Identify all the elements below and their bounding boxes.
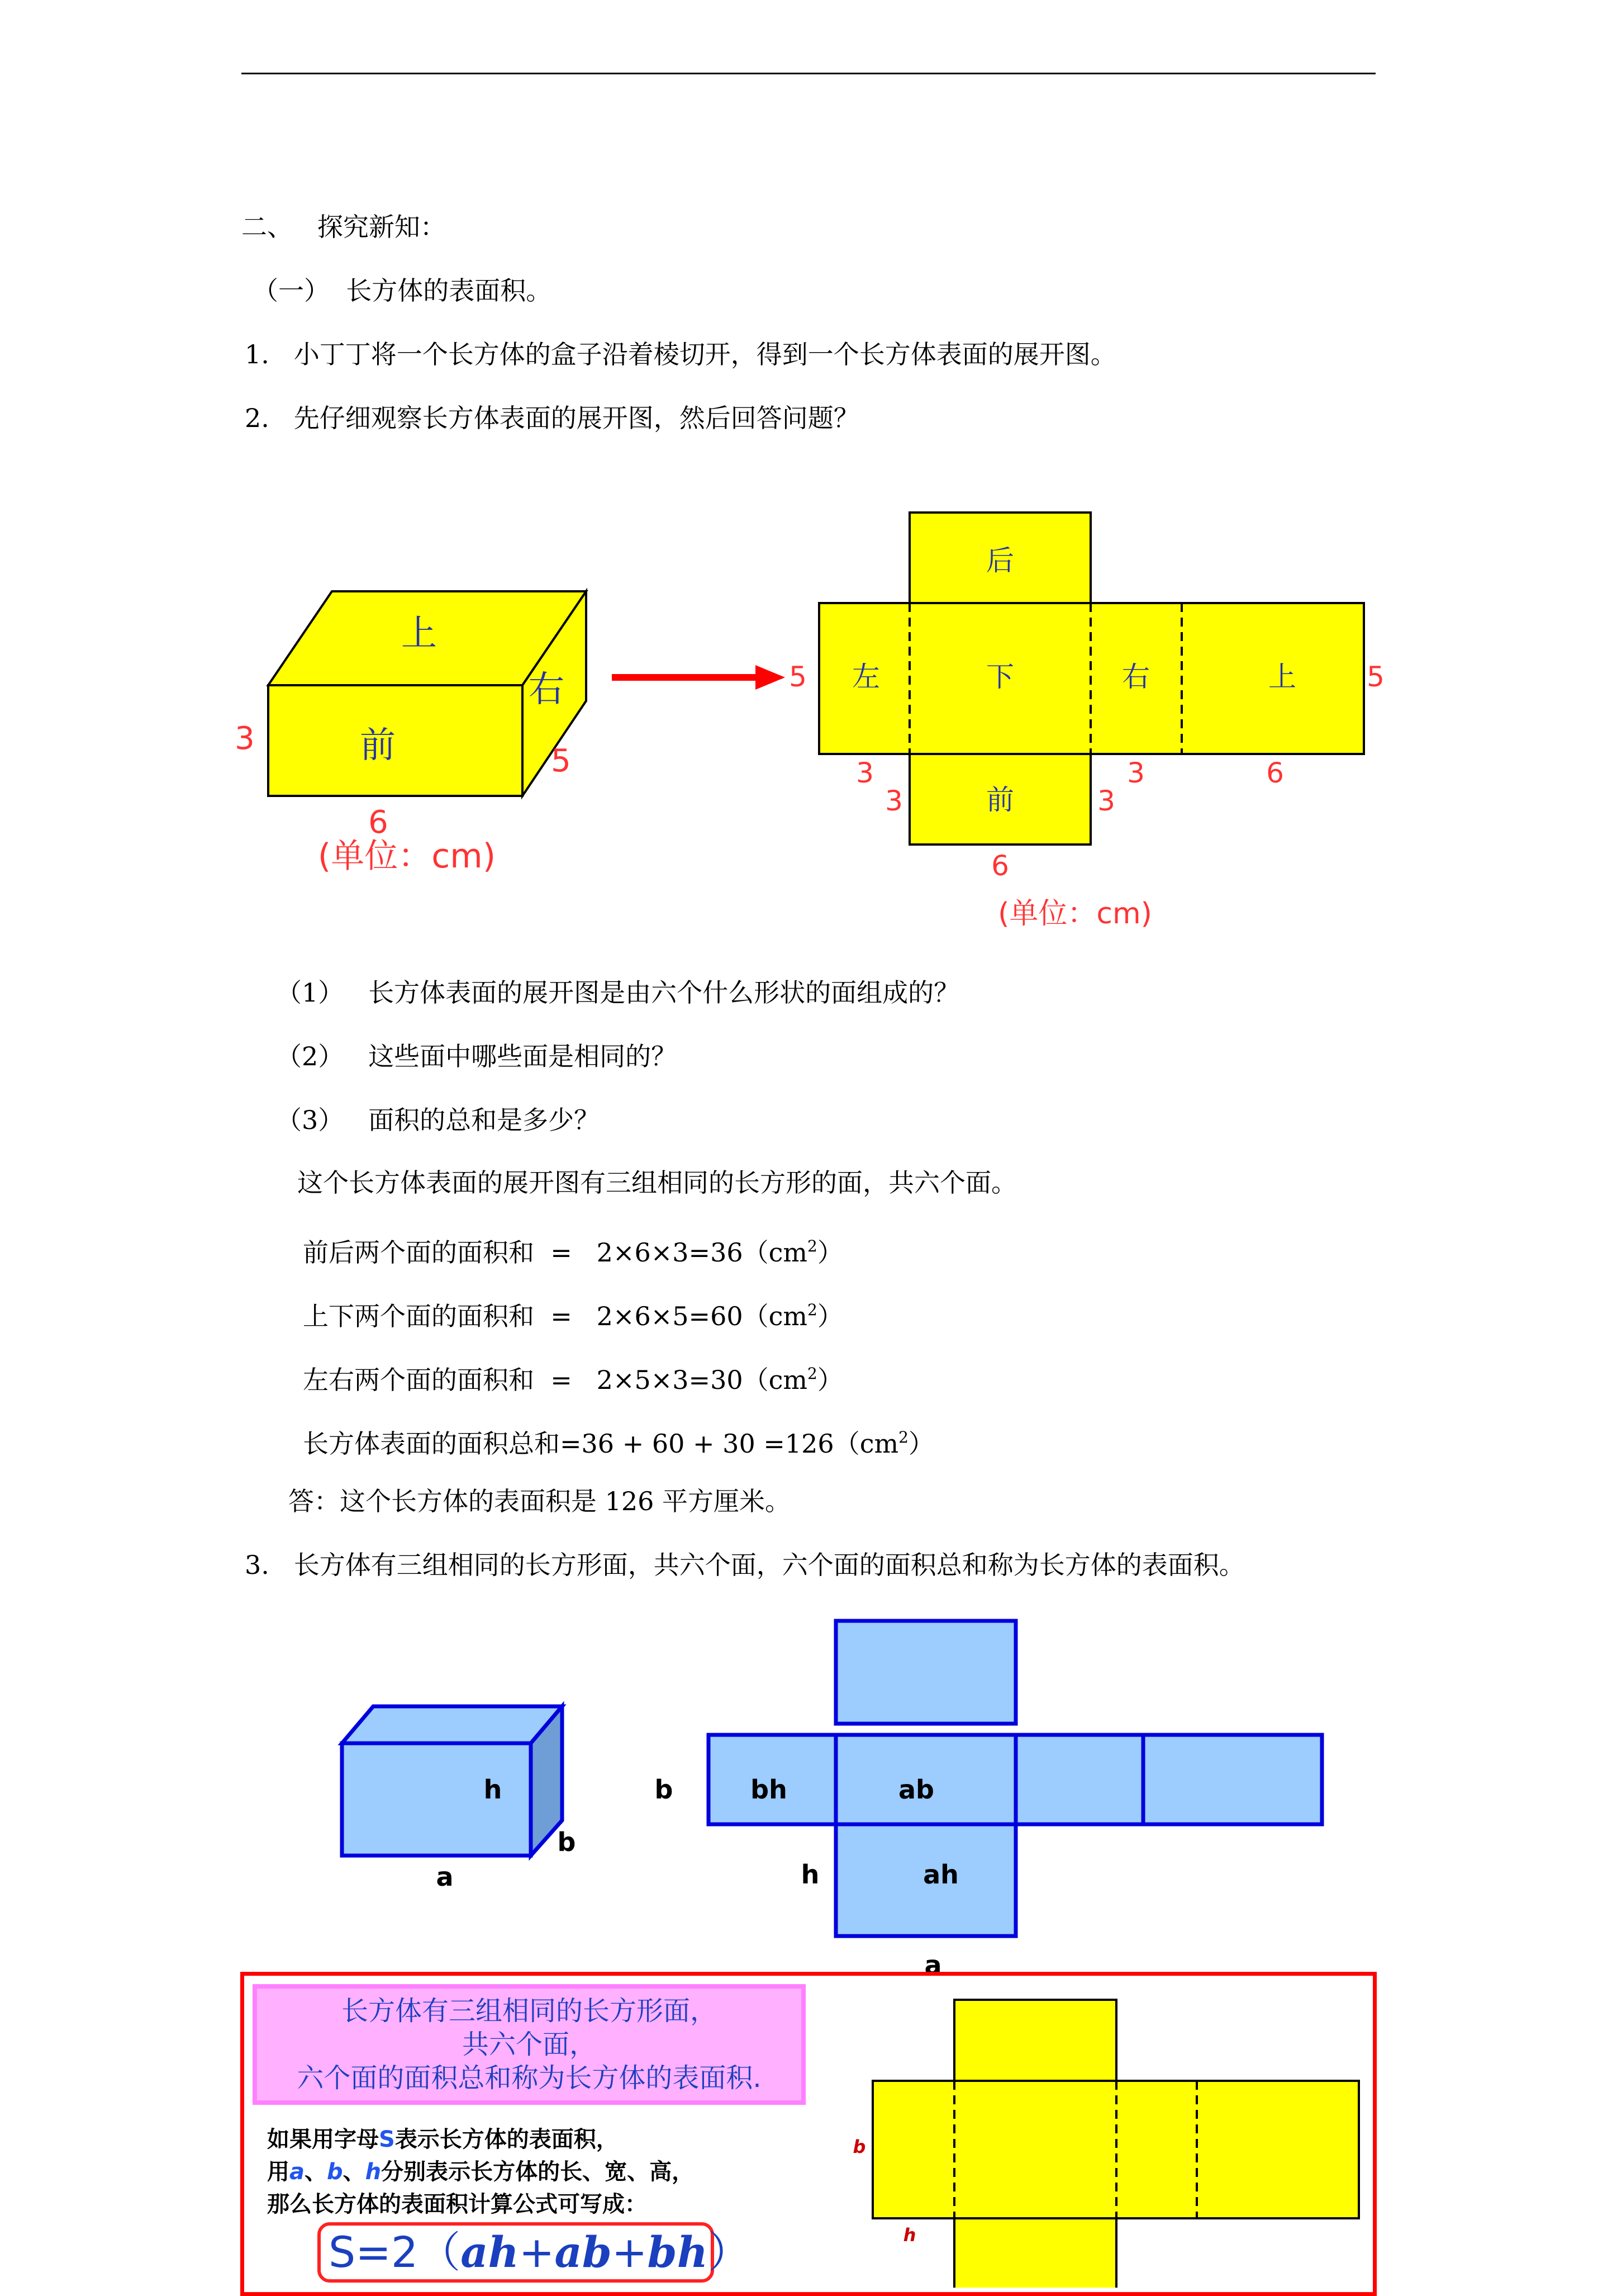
net-dim-3a: 3 <box>856 757 874 789</box>
net-dim-3c: 3 <box>1097 785 1115 817</box>
blue-box-a-label: a <box>436 1862 454 1892</box>
section-heading: 二、 探究新知： <box>241 212 446 242</box>
summary-net-bottom <box>954 2218 1116 2288</box>
summary-net-top <box>954 2000 1116 2092</box>
subsection-heading: （一） 长方体的表面积。 <box>253 276 552 306</box>
definition-line-1: 长方体有三组相同的长方形面， <box>341 1995 717 2027</box>
figure-box-net-yellow <box>0 0 1617 978</box>
box-top-label: 上 <box>401 613 437 654</box>
blue-net-far-right <box>1143 1735 1322 1824</box>
blue-net-bh-label: bh <box>750 1775 787 1805</box>
definition-line-3: 六个面的面积总和称为长方体的表面积. <box>297 2062 762 2094</box>
summary-net-b-label: b <box>853 2136 866 2157</box>
blue-box-h-label: h <box>483 1775 502 1805</box>
summary-net-h-label: h <box>903 2224 916 2246</box>
net-dim-6-mid: 6 <box>1266 757 1284 789</box>
formula-desc-2: 用a、b、h分别表示长方体的长、宽、高， <box>267 2159 695 2185</box>
calc-left-right: 左右两个面的面积和 = $2\times 5\times 3=30(cm^2)$ <box>303 1364 843 1395</box>
blue-net-h-label: h <box>801 1859 820 1890</box>
blue-net-ab-label: ab <box>898 1775 934 1805</box>
question-3: （3） 面积的总和是多少？ <box>276 1105 600 1135</box>
step-3: 3. 长方体有三组相同的长方形面，共六个面，六个面的面积总和称为长方体的表面积。 <box>245 1550 1245 1580</box>
calc-front-back: 前后两个面的面积和 = $2\times 6\times 3=36(cm^2)$ <box>303 1237 843 1268</box>
blue-net-b-label: b <box>654 1775 673 1805</box>
formula-desc-1: 如果用字母S表示长方体的表面积， <box>267 2127 619 2152</box>
answer-line: 答：这个长方体的表面积是 126 平方厘米。 <box>288 1486 791 1516</box>
formula-desc-3: 那么长方体的表面积计算公式可写成： <box>267 2191 647 2217</box>
figure-box-net-blue <box>0 1610 1617 1979</box>
blue-box-b-label: b <box>557 1827 576 1857</box>
net-dim-3b: 3 <box>885 785 903 817</box>
net-dim-6-bottom: 6 <box>991 850 1009 882</box>
box-depth-label: 5 <box>551 743 571 779</box>
definition-line-2: 共六个面， <box>462 2029 596 2060</box>
net-dim-right-5: 5 <box>1367 661 1385 693</box>
step-2: 2. 先仔细观察长方体表面的展开图，然后回答问题？ <box>245 403 859 433</box>
calc-total: 长方体表面的面积总和$=36 + 60 + 30 =126(cm^2)$ <box>303 1428 934 1459</box>
net-back-label: 后 <box>986 544 1014 577</box>
box-length-label: 6 <box>368 804 388 841</box>
blue-net-right <box>1016 1735 1143 1824</box>
net-dim-left-5: 5 <box>789 661 807 693</box>
net-right-label: 右 <box>1122 661 1150 693</box>
net-front-label: 前 <box>986 784 1014 816</box>
step-1: 1. 小丁丁将一个长方体的盒子沿着棱切开，得到一个长方体表面的展开图。 <box>245 339 1116 369</box>
net-left-label: 左 <box>852 661 880 693</box>
net-dim-3d: 3 <box>1127 757 1145 789</box>
blue-box-top <box>342 1706 562 1743</box>
box-height-label: 3 <box>235 720 255 757</box>
arrow-head <box>755 665 785 690</box>
formula-box: S=2（ah+ab+bh） <box>317 2222 714 2283</box>
blue-net-top <box>836 1621 1016 1724</box>
net-bottom-label: 下 <box>986 661 1014 693</box>
net-unit-label: (单位：cm) <box>998 897 1152 931</box>
question-1: （1） 长方体表面的展开图是由六个什么形状的面组成的？ <box>276 978 960 1008</box>
answer-intro: 这个长方体表面的展开图有三组相同的长方形的面，共六个面。 <box>297 1168 1017 1198</box>
net-top-label: 上 <box>1268 661 1296 693</box>
question-2: （2） 这些面中哪些面是相同的？ <box>276 1041 677 1071</box>
calc-top-bottom: 上下两个面的面积和 = $2\times 6\times 5=60(cm^2)$ <box>303 1301 843 1331</box>
box-unit-label: (单位：cm) <box>317 837 496 876</box>
summary-yellow-net <box>0 1990 1617 2288</box>
box-right-label: 右 <box>529 669 564 710</box>
blue-box-front <box>342 1743 531 1856</box>
blue-net-ah-label: ah <box>923 1859 959 1890</box>
blue-net-a-label: a <box>924 1950 942 1979</box>
box-front-label: 前 <box>360 725 396 766</box>
